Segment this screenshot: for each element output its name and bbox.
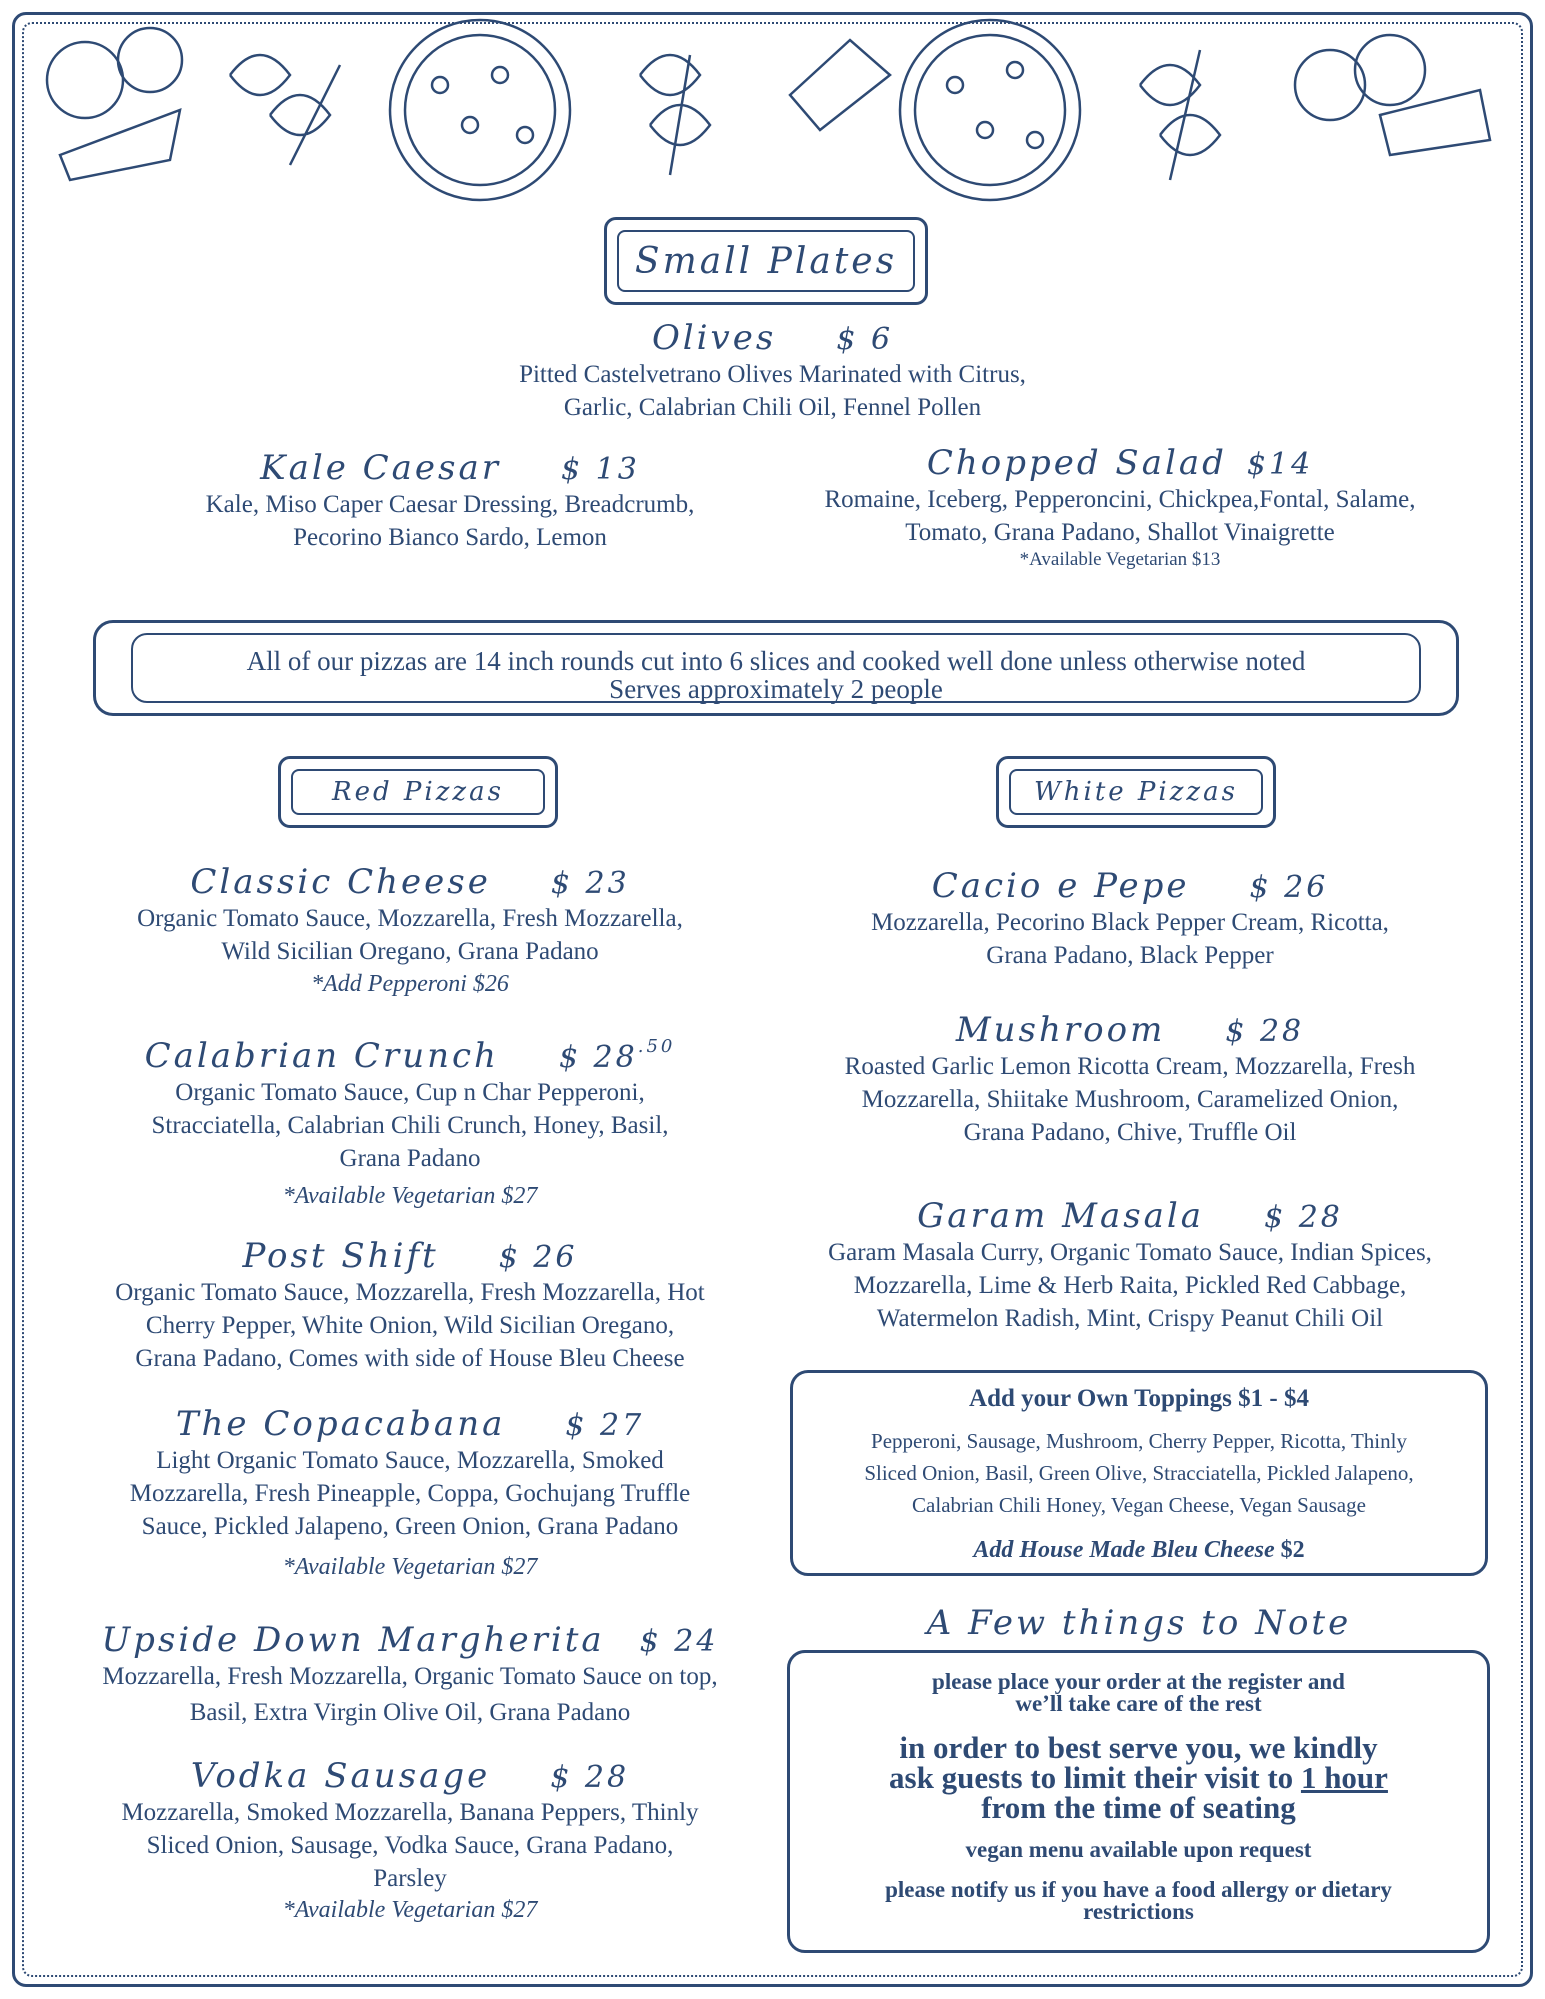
item-desc: Mozzarella, Lime & Herb Raita, Pickled Red Cabbage,	[853, 1272, 1407, 1299]
cheese-icon	[790, 40, 890, 130]
small-plates-heading: Small Plates	[634, 240, 898, 282]
item-desc: Light Organic Tomato Sauce, Mozzarella, Smoked	[156, 1447, 664, 1474]
item-desc: Organic Tomato Sauce, Mozzarella, Fresh Mozzarella,	[137, 905, 683, 932]
pizza-icon	[900, 20, 1080, 200]
item-desc: Roasted Garlic Lemon Ricotta Cream, Mozzarella, Fresh	[844, 1053, 1416, 1080]
bleu-cheese-label: Add House Made Bleu Cheese	[973, 1537, 1275, 1563]
item-price-cents: .50	[637, 1036, 676, 1057]
item-price: $ 24	[639, 1624, 719, 1659]
item-desc: Watermelon Radish, Mint, Crispy Peanut Chili Oil	[876, 1305, 1384, 1332]
item-classic-cheese	[60, 862, 760, 1001]
header-illustration	[30, 15, 1515, 215]
item-name: Chopped Salad	[926, 443, 1227, 483]
item-name: Classic Cheese	[190, 862, 491, 902]
notes-visit-line3: from the time of seating	[981, 1790, 1296, 1825]
item-desc: Grana Padano, Comes with side of House Bleu Cheese	[135, 1345, 685, 1372]
item-price: $ 27	[565, 1408, 645, 1443]
item-price: $ 26	[498, 1240, 578, 1275]
item-garam-masala	[770, 1196, 1490, 1335]
item-note: *Available Vegetarian $27	[282, 1897, 538, 1923]
item-price: $ 28	[1225, 1014, 1305, 1049]
item-upside-down-margherita	[50, 1620, 770, 1733]
item-desc: Grana Padano	[339, 1145, 481, 1172]
item-desc: Mozzarella, Smoked Mozzarella, Banana Peppers, Thinly	[121, 1799, 699, 1826]
notes-box	[787, 1650, 1490, 1953]
item-desc: Grana Padano, Chive, Truffle Oil	[963, 1119, 1297, 1146]
notes-visit-line1: in order to best serve you, we kindly	[899, 1730, 1378, 1765]
cheese-icon	[1380, 90, 1490, 155]
item-desc: Kale, Miso Caper Caesar Dressing, Breadcrumb,	[205, 491, 695, 518]
toppings-heading: Add your Own Toppings $1 - $4	[969, 1385, 1309, 1412]
item-price: $ 28	[550, 1760, 630, 1795]
notes-vegan: vegan menu available upon request	[965, 1837, 1312, 1862]
tomato-icon	[47, 28, 182, 118]
item-desc: Basil, Extra Virgin Olive Oil, Grana Padano	[189, 1699, 631, 1726]
bleu-cheese-price: $2	[1280, 1537, 1305, 1563]
item-mushroom	[780, 1010, 1480, 1149]
tomato-icon	[1295, 35, 1425, 120]
item-name: Upside Down Margherita	[101, 1620, 605, 1660]
white-pizzas-heading: White Pizzas	[1034, 777, 1238, 807]
notes-allergy-line1: please notify us if you have a food allergy or dietary	[885, 1877, 1392, 1902]
item-post-shift	[60, 1236, 760, 1375]
basil-icon	[230, 55, 340, 165]
notes-order-line1: please place your order at the register and	[932, 1669, 1345, 1694]
item-price: $ 23	[550, 866, 630, 901]
item-price: $ 26	[1249, 870, 1329, 905]
item-desc: Sliced Onion, Sausage, Vodka Sauce, Grana Padano,	[146, 1832, 674, 1859]
toppings-line: Calabrian Chili Honey, Vegan Cheese, Vegan Sausage	[912, 1493, 1366, 1517]
small-plates-heading-box	[604, 217, 928, 305]
item-name: Mushroom	[955, 1010, 1166, 1050]
item-cacio-e-pepe	[780, 866, 1480, 972]
item-copacabana	[60, 1404, 760, 1591]
item-desc: Pitted Castelvetrano Olives Marinated with Citrus,	[519, 361, 1026, 388]
pizza-info-line2: Serves approximately 2 people	[609, 674, 943, 704]
item-name: Kale Caesar	[260, 448, 502, 488]
item-olives	[400, 318, 1145, 424]
white-pizzas-heading-box	[996, 756, 1276, 828]
toppings-line: Sliced Onion, Basil, Green Olive, Stracciatella, Pickled Jalapeno,	[864, 1461, 1414, 1485]
item-desc: Pecorino Bianco Sardo, Lemon	[293, 524, 607, 551]
item-name: Garam Masala	[917, 1196, 1205, 1236]
item-price: $ 13	[561, 452, 640, 487]
item-note: *Available Vegetarian $27	[282, 1554, 538, 1580]
item-price: $14	[1246, 447, 1314, 482]
notes-allergy-line2: restrictions	[1083, 1899, 1194, 1924]
item-name: Calabrian Crunch	[144, 1036, 499, 1076]
basil-icon	[1140, 50, 1220, 180]
item-price: $ 28	[1264, 1200, 1343, 1235]
item-name: Post Shift	[242, 1236, 439, 1276]
item-desc: Mozzarella, Fresh Mozzarella, Organic Tomato Sauce on top,	[102, 1663, 718, 1690]
item-name: Vodka Sausage	[190, 1756, 491, 1796]
item-desc: Stracciatella, Calabrian Chili Crunch, Honey, Basil,	[151, 1112, 669, 1139]
notes-visit-line2: ask guests to limit their visit to	[889, 1760, 1301, 1795]
item-desc: Sauce, Pickled Jalapeno, Green Onion, Grana Padano	[141, 1513, 679, 1540]
item-desc: Parsley	[373, 1865, 447, 1892]
item-vodka-sausage	[60, 1756, 760, 1925]
item-note: *Add Pepperoni $26	[311, 971, 509, 997]
item-desc: Grana Padano, Black Pepper	[986, 942, 1274, 969]
notes-order-line2: we’ll take care of the rest	[1015, 1691, 1262, 1716]
item-desc: Cherry Pepper, White Onion, Wild Sicilian Oregano,	[145, 1312, 675, 1339]
item-desc: Mozzarella, Fresh Pineapple, Coppa, Gochujang Truffle	[129, 1480, 691, 1507]
item-chopped-salad	[770, 443, 1470, 571]
notes-heading: A Few things to Note	[926, 1603, 1352, 1643]
item-note: *Available Vegetarian $27	[282, 1183, 538, 1209]
item-desc: Garlic, Calabrian Chili Oil, Fennel Pollen	[563, 394, 982, 421]
item-desc: Garam Masala Curry, Organic Tomato Sauce, Indian Spices,	[828, 1239, 1432, 1266]
item-note: *Available Vegetarian $13	[1019, 549, 1221, 570]
pizza-info-line1: All of our pizzas are 14 inch rounds cut into 6 slices and cooked well done unless otherwise noted	[246, 646, 1306, 676]
item-name: Olives	[651, 318, 777, 358]
pizza-icon	[390, 20, 570, 200]
item-desc: Romaine, Iceberg, Pepperoncini, Chickpea,Fontal, Salame,	[824, 486, 1416, 513]
item-desc: Organic Tomato Sauce, Cup n Char Pepperoni,	[175, 1079, 645, 1106]
item-price: $ 6	[836, 322, 894, 357]
item-name: The Copacabana	[175, 1404, 506, 1444]
cheese-icon	[60, 110, 180, 180]
pizza-info-box	[93, 620, 1459, 716]
toppings-line: Pepperoni, Sausage, Mushroom, Cherry Pepper, Ricotta, Thinly	[871, 1429, 1407, 1453]
red-pizzas-heading: Red Pizzas	[332, 777, 504, 807]
item-price: $ 28	[558, 1040, 638, 1075]
item-name: Cacio e Pepe	[931, 866, 1190, 906]
item-desc: Organic Tomato Sauce, Mozzarella, Fresh Mozzarella, Hot	[115, 1279, 705, 1306]
item-kale-caesar	[140, 448, 760, 554]
item-desc: Wild Sicilian Oregano, Grana Padano	[221, 938, 599, 965]
notes-visit-limit: 1 hour	[1300, 1760, 1388, 1795]
item-desc: Tomato, Grana Padano, Shallot Vinaigrette	[905, 519, 1335, 546]
toppings-box	[790, 1370, 1488, 1576]
red-pizzas-heading-box	[278, 756, 558, 828]
item-calabrian-crunch	[60, 1036, 760, 1217]
item-desc: Mozzarella, Shiitake Mushroom, Caramelized Onion,	[861, 1086, 1399, 1113]
basil-icon	[640, 55, 710, 175]
item-desc: Mozzarella, Pecorino Black Pepper Cream, Ricotta,	[871, 909, 1389, 936]
